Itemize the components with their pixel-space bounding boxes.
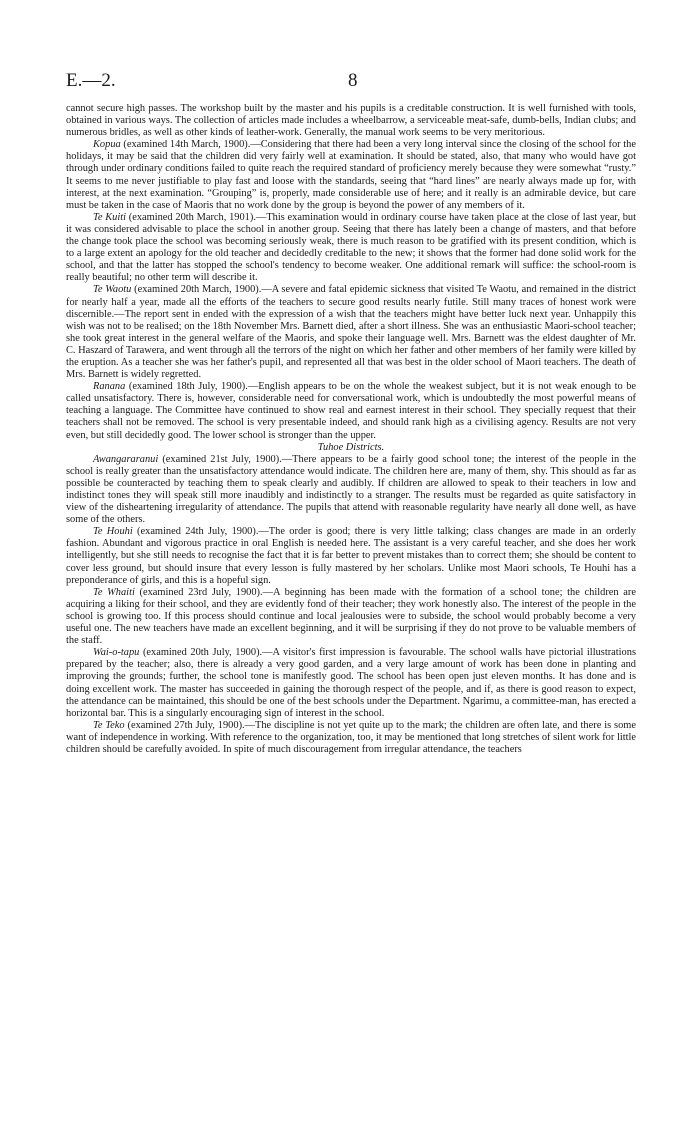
school-name: Ranana xyxy=(93,381,126,393)
paragraph-ranana: Ranana (examined 18th July, 1900).—English appears to be on the whole the weakest subject, but it is not weak enough to be called unsatisfactory. There is, however, considerable need for conversational work, which is undoubtedly the most powerful means of teaching a language. The Committee have continued to show real and earnest interest in their school. They specially request that their teachers shall not be removed. The school is very presentable indeed, and should rank high as a civilising agency. Results are not very even, but still decidedly good. The lower school is stronger than the upper. xyxy=(66,381,636,441)
school-name: Wai-o-tapu xyxy=(93,647,140,659)
body-text xyxy=(66,103,636,756)
paragraph-awangararanui: Awangararanui (examined 21st July, 1900).—There appears to be a fairly good school tone; the interest of the people in the school is really greater than the unsatisfactory attendance would indicate. The children here are, many of them, shy. This should as far as possible be counteracted by teaching them to speak clearly and audibly. If children are allowed to speak to their teachers in low and indistinct tones they will speak still more inaudibly and indistinctly to a stranger. The results must be regarded as quite satisfactory in view of the disheartening irregularity of attendance. The pupils that attend with reasonable regularity have nearly all done well, as have some of the others. xyxy=(66,453,636,526)
paragraph-continued: cannot secure high passes. The workshop built by the master and his pupils is a creditable construction. It is well furnished with tools, obtained in various ways. The collection of articles made includes a wheelbarrow, a serviceable meat-safe, dumb-bells, Indian clubs; and numerous bridles, as well as other kinds of leather-work. Generally, the manual work seems to be very meritorious. xyxy=(66,103,636,139)
paragraph-wai-o-tapu: Wai-o-tapu (examined 20th July, 1900).—A visitor's first impression is favourable. The school walls have pictorial illustrations prepared by the teacher; also, there is already a very good garden, and a very large amount of work has been done in planting and improving the grounds; further, the school tone is manifestly good. The school has been open just eleven months. It has done and is doing excellent work. The master has succeeded in gaining the thorough respect of the people, and if, as there is good reason to expect, the attendance can be maintained, this should be one of the best schools under the Department. Ngarimu, a committee-man, has erected a horizontal bar. This is a singularly encouraging sign of interest in the school. xyxy=(66,647,636,719)
school-name: Te Teko xyxy=(93,719,125,731)
paragraph-te-waotu: Te Waotu (examined 20th March, 1900).—A severe and fatal epidemic sickness that visited Te Waotu, and remained in the district for nearly half a year, made all the efforts of the teachers to secure good results nearly futile. Still many traces of honest work were discernible.—The report sent in ended with the expression of a wish that the teachers might have better luck next year. Unhappily this wish was not to be realised; on the 18th November Mrs. Barnett died, after a short illness. She was an enthusiastic Maori-school teacher; she took great interest in the general welfare of the Maoris, and spoke their language well. Mrs. Barnett was the eldest daughter of Mr. C. Haszard of Tarawera, and went through all the terrors of the night on which her father and other members of her family were killed by the eruption. As a teacher she was her father's pupil, and represented all that was best in the older school of Maori teachers. The death of Mrs. Barnett is widely regretted. xyxy=(66,284,636,381)
school-name: Te Houhi xyxy=(93,526,133,538)
paragraph-te-teko: Te Teko (examined 27th July, 1900).—The discipline is not yet quite up to the mark; the children are often late, and there is some want of independence in working. With reference to the organization, too, it may be mentioned that long stretches of silent work for little children should be carefully avoided. In spite of much discouragement from irregular attendance, the teachers xyxy=(66,719,636,755)
paragraph-kopua: Kopua (examined 14th March, 1900).—Considering that there had been a very long interval since the closing of the school for the holidays, it may be said that the children did very fairly well at examination. It should be stated, also, that many who would have got through under ordinary conditions failed to quite reach the required standard of proficiency merely because they were somewhat “rusty.” It seems to me never justifiable to play fast and loose with the standards, seeing that “hard lines” are nearly always made up for, with interest, at the next examination. “Grouping” is, properly, made considerable use of here; and it really is an admirable device, but care must be taken in the case of Maoris that no work done by the group is beyond the power of any members of it. xyxy=(66,139,636,211)
report-reference: E.—2. xyxy=(66,70,116,91)
paragraph-te-kuiti: Te Kuiti (examined 20th March, 1901).—This examination would in ordinary course have taken place at the close of last year, but it was considered advisable to place the school in another group. Seeing that there has lately been a change of masters, and that before the change took place the school was becoming seriously weak, there is much reason to be gratified with its present condition, which is to a large extent an apology for the old teacher and decidedly creditable to the new; it shows that the former had done solid work for the school, and that the latter has stopped the school's tendency to become weaker. One additional remark will suffice: the school-room is really beautiful; no other term will describe it. xyxy=(66,211,636,284)
school-name: Awangararanui xyxy=(93,453,159,465)
paragraph-te-houhi: Te Houhi (examined 24th July, 1900).—The order is good; there is very little talking; class changes are made in an orderly fashion. Abundant and vigorous practice in oral English is needed here. The assistant is a very careful teacher, and she does her work intelligently, but she still needs to recognise the fact that it is far better to prevent mistakes than to correct them; she should be content to cover less ground, but should insure that every lesson is fully mastered by her scholars. Unlike most Maori schools, Te Houhi has a preponderance of girls, and this is a hopeful sign. xyxy=(66,526,636,586)
school-name: Te Whaiti xyxy=(93,586,135,598)
page-number: 8 xyxy=(348,70,358,91)
school-name: Te Waotu xyxy=(93,284,132,296)
school-name: Kopua xyxy=(93,139,121,151)
page-header xyxy=(66,70,636,96)
section-heading: Tuhoe Districts. xyxy=(317,441,385,453)
paragraph-te-whaiti: Te Whaiti (examined 23rd July, 1900).—A beginning has been made with the formation of a school tone; the children are acquiring a liking for their school, and they are evidently fond of their teacher; they work honestly also. The interest of the people in the school is growing too. If this process should continue and local jealousies were to subside, the school would probably become a very useful one. The new teachers have made an excellent beginning, and it will be surprising if they do not prove to be valuable members of the staff. xyxy=(66,586,636,647)
school-name: Te Kuiti xyxy=(93,211,126,223)
